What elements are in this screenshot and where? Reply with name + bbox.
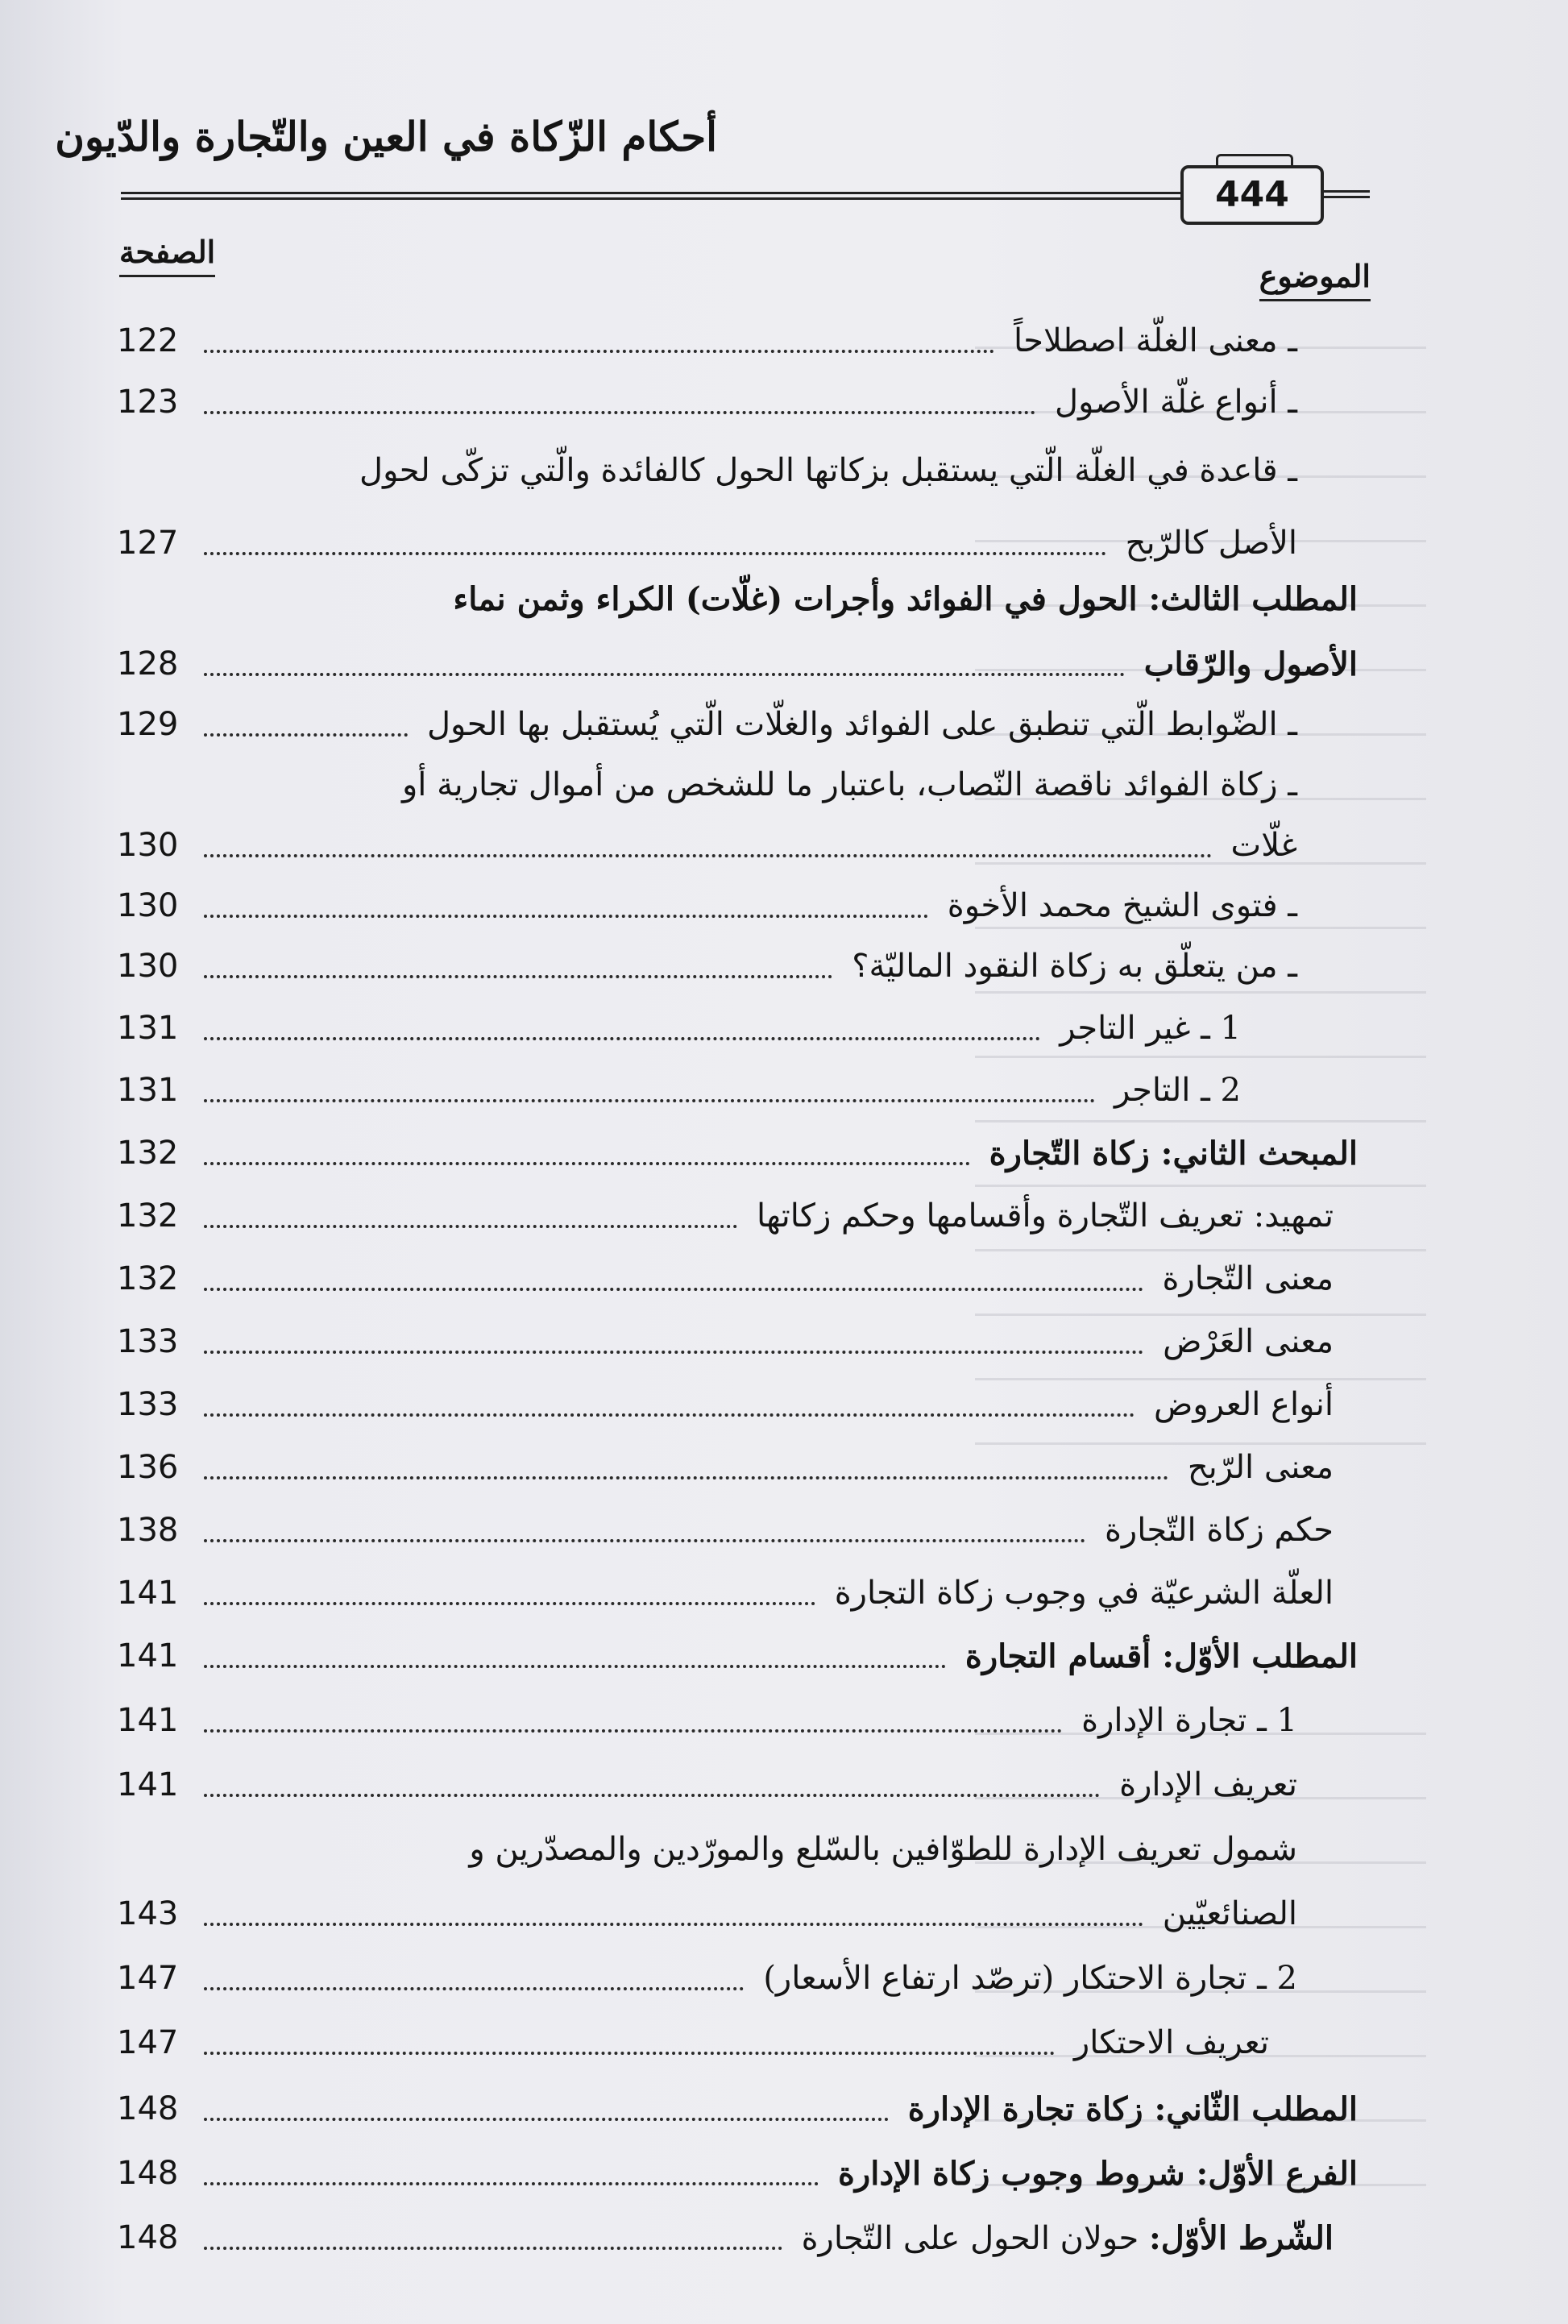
toc-entry-title: ـ قاعدة في الغلّة الّتي يستقبل بزكاتها الحول كالفائدة والّتي تزكّى لحول [359, 452, 1297, 489]
toc-entry [117, 1059, 1358, 1122]
toc-entry-page: 132 [117, 1260, 179, 1297]
toc-entry [117, 1436, 1358, 1499]
toc-entry-page: 141 [117, 1766, 179, 1803]
toc-entry-page: 148 [117, 2219, 179, 2256]
toc-entry-title: غلّات [1230, 827, 1297, 864]
toc-entry-page: 141 [117, 1575, 179, 1612]
leader-dots [204, 1351, 1143, 1354]
toc-entry [117, 371, 1358, 434]
leader-dots [204, 1413, 1135, 1417]
toc-entry-page: 127 [117, 525, 179, 562]
toc-entry [117, 309, 1358, 372]
toc-entry-page: 147 [117, 1960, 179, 1997]
toc-entry-title: معنى الرّبح [1187, 1449, 1334, 1486]
toc-entry [117, 2206, 1358, 2269]
toc-entry-title: الأصول والرّقاب [1143, 645, 1358, 683]
toc-entry-title: ـ من يتعلّق به زكاة النقود الماليّة؟ [852, 948, 1297, 985]
toc-entry [117, 1753, 1358, 1816]
toc-entry-title: شمول تعريف الإدارة للطوّافين بالسّلع والمورّدين والمصدّرين و [469, 1831, 1297, 1868]
leader-dots [204, 552, 1106, 555]
leader-dots [204, 1476, 1168, 1479]
toc-entry-page: 132 [117, 1135, 179, 1172]
toc-entry [117, 512, 1358, 575]
toc-entry [117, 1310, 1358, 1373]
toc-entry-title: 2 ـ تجارة الاحتكار (ترصّد ارتفاع الأسعار) [763, 1960, 1297, 1997]
leader-dots [204, 733, 408, 737]
leader-dots [204, 975, 832, 978]
toc-entry-title: المطلب الثالث: الحول في الفوائد وأجرات (غلّات) الكراء وثمن نماء [453, 580, 1358, 618]
leader-dots [204, 1288, 1143, 1291]
toc-entry [117, 1947, 1358, 2010]
toc-entry [117, 2011, 1358, 2074]
toc-entry-page: 148 [117, 2155, 179, 2192]
toc-entry-page: 143 [117, 1895, 179, 1932]
toc-entry [117, 633, 1358, 695]
leader-dots [204, 2052, 1055, 2055]
toc-entry-page: 131 [117, 1072, 179, 1109]
leader-dots [204, 350, 994, 353]
toc-entry [117, 814, 1358, 877]
toc-entry-page: 133 [117, 1386, 179, 1423]
page-number: 444 [1180, 165, 1324, 225]
toc-entry-page: 132 [117, 1197, 179, 1235]
toc-entry-title: المبحث الثاني: زكاة التّجارة [989, 1134, 1358, 1172]
toc-entry-page: 122 [117, 322, 179, 359]
toc-entry-page: 123 [117, 384, 179, 421]
leader-dots [204, 2182, 819, 2185]
header-rule-right [1321, 190, 1370, 198]
leader-dots [204, 1162, 970, 1165]
toc-entry-title: ـ الضّوابط الّتي تنطبق على الفوائد والغلّات الّتي يُستقبل بها الحول [426, 706, 1297, 743]
leader-dots [204, 411, 1035, 414]
leader-dots [204, 1987, 744, 1990]
toc-entry-title: 2 ـ التاجر [1114, 1072, 1241, 1109]
toc-entry [117, 1689, 1358, 1752]
toc-entry-page: 130 [117, 887, 179, 924]
toc-entry-title: ـ معنى الغلّة اصطلاحاً [1014, 322, 1297, 359]
toc-entry-title: ـ فتوى الشيخ محمد الأخوة [947, 887, 1297, 924]
toc-entry [117, 1373, 1358, 1436]
toc-entry [117, 1625, 1358, 1687]
leader-dots [204, 1037, 1040, 1040]
leader-dots [204, 2247, 782, 2250]
toc-entry-title: المطلب الثّاني: زكاة تجارة الإدارة [907, 2090, 1358, 2128]
toc-entry-page: 130 [117, 948, 179, 985]
toc-entry-title: ـ زكاة الفوائد ناقصة النّصاب، باعتبار ما للشخص من أموال تجارية أو [401, 766, 1297, 803]
toc-entry-title: أنواع العروض [1154, 1386, 1334, 1423]
leader-dots [204, 1729, 1062, 1733]
toc-entry-page: 148 [117, 2090, 179, 2127]
toc-entry [117, 1562, 1358, 1625]
toc-entry-page: 131 [117, 1010, 179, 1047]
toc-entry-title: تعريف الإدارة [1119, 1766, 1297, 1803]
leader-dots [204, 673, 1125, 676]
toc-entry-title: 1 ـ تجارة الإدارة [1081, 1702, 1297, 1739]
toc-entry [117, 1499, 1358, 1562]
toc-entry-page: 147 [117, 2024, 179, 2061]
toc-entry-title: ـ أنواع غلّة الأصول [1055, 384, 1297, 421]
toc-entry [117, 874, 1358, 937]
leader-dots [204, 1923, 1143, 1926]
running-title: أحكام الزّكاة في العين والتّجارة والدّيون [55, 113, 717, 160]
toc-entry-page: 128 [117, 645, 179, 683]
leader-dots [204, 915, 928, 918]
toc-entry-title: الفرع الأوّل: شروط وجوب زكاة الإدارة [837, 2154, 1358, 2193]
toc-entry [117, 2142, 1358, 2205]
toc-entry [117, 997, 1358, 1060]
leader-dots [204, 2118, 889, 2121]
toc-entry [117, 693, 1358, 756]
toc-entry-title: الأصل كالرّبح [1125, 525, 1297, 562]
toc-entry [117, 1185, 1358, 1247]
toc-entry-title: حكم زكاة التّجارة [1104, 1512, 1334, 1549]
leader-dots [204, 1539, 1085, 1542]
toc-entry-title: معنى العَرْض [1163, 1323, 1334, 1360]
toc-entry [117, 1882, 1358, 1945]
leader-dots [204, 1099, 1095, 1102]
page-column-heading: الصفحة [119, 234, 215, 277]
leader-dots [204, 1665, 946, 1668]
toc-entry-title: الشّرط الأوّل: حولان الحول على التّجارة [801, 2218, 1334, 2257]
toc-entry-page: 141 [117, 1637, 179, 1675]
toc-entry-page: 133 [117, 1323, 179, 1360]
toc-entry [117, 1122, 1358, 1185]
toc-entry-title: الصنائعيّين [1162, 1895, 1297, 1932]
topic-column-heading: الموضوع [1259, 258, 1371, 301]
toc-entry-title: تعريف الاحتكار [1073, 2024, 1269, 2061]
toc-entry-title: المطلب الأوّل: أقسام التجارة [964, 1637, 1358, 1675]
toc-entry [117, 935, 1358, 998]
toc-entry-title: تمهيد: تعريف التّجارة وأقسامها وحكم زكاتها [756, 1197, 1334, 1235]
leader-dots [204, 1794, 1100, 1797]
toc-entry-page: 136 [117, 1449, 179, 1486]
toc-entry-title: 1 ـ غير التاجر [1060, 1010, 1241, 1047]
leader-dots [204, 1225, 737, 1228]
toc-entry-page: 130 [117, 827, 179, 864]
toc-entry-page: 129 [117, 706, 179, 743]
toc-entry-title-label: الشّرط الأوّل: [1148, 2218, 1334, 2257]
toc-entry-page: 141 [117, 1702, 179, 1739]
toc-entry-page: 138 [117, 1512, 179, 1549]
toc-entry [117, 1247, 1358, 1310]
toc-entry-title: العلّة الشرعيّة في وجوب زكاة التجارة [834, 1575, 1334, 1612]
header-rule [121, 192, 1180, 200]
toc-entry-title: معنى التّجارة [1162, 1260, 1334, 1297]
leader-dots [204, 1602, 815, 1605]
toc-entry [117, 2077, 1358, 2140]
leader-dots [204, 854, 1212, 857]
